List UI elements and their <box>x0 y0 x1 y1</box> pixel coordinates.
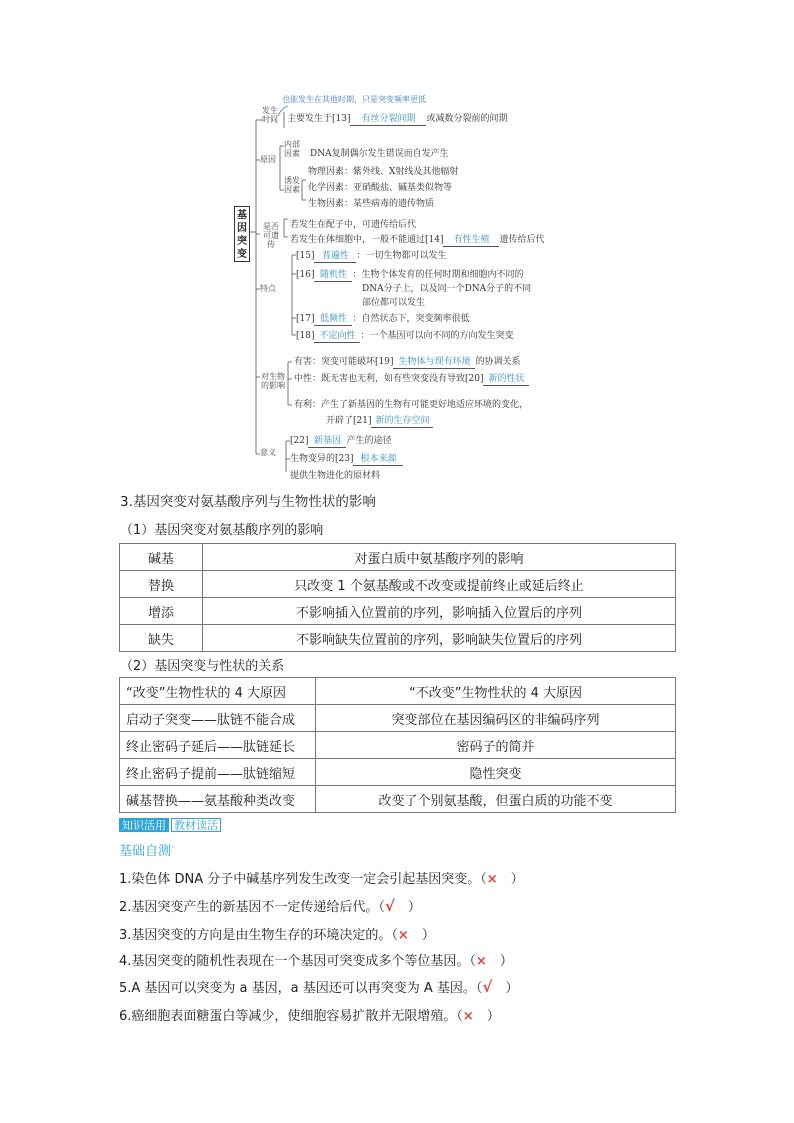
physical-factor: 物理因素：紫外线、X射线及其他辐射 <box>308 167 459 177</box>
table-cell: 缺失 <box>120 625 203 652</box>
heritable-line1: 若发生在配子中，可遗传给后代 <box>290 220 417 230</box>
blank-20: 新的性状 <box>483 373 529 386</box>
effect-neutral: 中性：既无害也无利，如有些突变没有导致[20] 新的性状 <box>294 373 529 386</box>
occur-time-label: 发生时间 <box>262 106 278 124</box>
table-header: “改变”生物性状的 4 大原因 <box>120 678 316 705</box>
significance-3: 提供生物进化的原材料 <box>290 471 381 481</box>
blank-15: 普遍性 <box>314 250 356 263</box>
table-cell: 启动子突变——肽链不能合成 <box>120 705 316 732</box>
question-item: 1.染色体 DNA 分子中碱基序列发生改变一定会引起基因突变。（× ） <box>119 872 524 887</box>
chemical-factor: 化学因素：亚硝酸盐、碱基类似物等 <box>308 183 453 193</box>
table-cell: 突变部位在基因编码区的非编码序列 <box>316 705 676 732</box>
effect-beneficial-line2: 开辟了[21] 新的生存空间 <box>326 415 433 428</box>
effect-harmful: 有害：突变可能破坏[19] 生物体与现有环境 的协调关系 <box>294 357 521 367</box>
biological-factor: 生物因素：某些病毒的遗传物质 <box>308 199 435 209</box>
blank-13: 有丝分裂间期 <box>350 113 426 126</box>
table-row <box>120 759 676 786</box>
table-cell: 碱基替换——氨基酸种类改变 <box>120 786 316 813</box>
answer-mark: × <box>462 1009 474 1024</box>
cause-label: 原因 <box>260 155 276 164</box>
selftest-title: 基础自测◦ <box>119 843 176 859</box>
feature-16: [16] 随机性 ：生物个体发育的任何时期和细胞内不同的 <box>296 270 524 280</box>
feature-15: [15] 普遍性 ：一切生物都可以发生 <box>296 251 447 261</box>
table-row <box>120 732 676 759</box>
amino-acid-effect-table <box>119 543 676 652</box>
table-cell: 终止密码子延后——肽链延长 <box>120 732 316 759</box>
answer-mark: × <box>397 928 409 943</box>
question-item: 6.癌细胞表面糖蛋白等减少，使细胞容易扩散并无限增殖。（× ） <box>119 1009 500 1024</box>
blank-19: 生物体与现有环境 <box>393 356 475 369</box>
section-tags <box>119 818 221 832</box>
tag-textbook-reading: 教材读活 <box>171 818 221 832</box>
table-cell: 密码子的简并 <box>316 732 676 759</box>
table-row <box>120 705 676 732</box>
table-cell: 替换 <box>120 571 203 598</box>
gene-mutation-mindmap <box>228 92 568 472</box>
table-cell: 改变了个别氨基酸，但蛋白质的功能不变 <box>316 786 676 813</box>
heritable-line2: 若发生在体细胞中，一般不能通过[14] 有性生殖 遗传给后代 <box>290 235 545 245</box>
question-item: 3.基因突变的方向是由生物生存的环境决定的。（× ） <box>119 928 435 943</box>
subsection-1-title: （1）基因突变对氨基酸序列的影响 <box>120 523 324 538</box>
blank-22: 新基因 <box>308 435 346 448</box>
feature-17: [17] 低频性 ：自然状态下，突变频率很低 <box>296 314 470 324</box>
table-cell: 只改变 1 个氨基酸或不改变或提前终止或延后终止 <box>203 571 676 598</box>
table-header: 碱基 <box>120 544 203 571</box>
significance-23: 生物变异的[23] 根本来源 <box>290 453 403 466</box>
question-item: 4.基因突变的随机性表现在一个基因可突变成多个等位基因。（× ） <box>119 954 513 969</box>
trait-relation-table <box>119 677 676 813</box>
mindmap-note: 也能发生在其他时期，只是突变频率更低 <box>282 95 426 104</box>
heritable-label: 是否可遗传 <box>263 222 279 249</box>
table-cell: 终止密码子提前——肽链缩短 <box>120 759 316 786</box>
blank-18: 不定向性 <box>314 330 360 343</box>
table-cell: 增添 <box>120 598 203 625</box>
table-row <box>120 786 676 813</box>
blank-16: 随机性 <box>314 269 352 282</box>
features-label: 特点 <box>260 284 276 293</box>
table-row <box>120 571 676 598</box>
blank-17: 低频性 <box>314 313 352 326</box>
table-header: 对蛋白质中氨基酸序列的影响 <box>203 544 676 571</box>
feature-16-line2: DNA分子上，以及同一个DNA分子的不同 <box>362 284 532 294</box>
table-row <box>120 598 676 625</box>
answer-mark: √ <box>482 978 493 996</box>
section-title: 3.基因突变对氨基酸序列与生物性状的影响 <box>120 494 376 510</box>
table-cell: 不影响缺失位置前的序列，影响缺失位置后的序列 <box>203 625 676 652</box>
answer-mark: × <box>475 954 487 969</box>
internal-factor-text: DNA复制偶尔发生错误而自发产生 <box>310 149 449 159</box>
induced-factor-label: 诱发因素 <box>284 176 300 194</box>
answer-mark: √ <box>384 897 395 915</box>
significance-22: [22] 新基因 产生的途径 <box>290 436 392 446</box>
tag-knowledge-use: 知识活用 <box>119 818 169 832</box>
table-cell: 隐性突变 <box>316 759 676 786</box>
feature-16-line3: 部位都可以发生 <box>362 298 426 308</box>
question-item: 2.基因突变产生的新基因不一定传递给后代。（√ ） <box>119 897 421 915</box>
significance-label: 意义 <box>260 448 276 457</box>
internal-factor-label: 内部因素 <box>284 140 300 158</box>
blank-14: 有性生殖 <box>443 234 499 247</box>
table-header-row <box>120 678 676 705</box>
effect-beneficial-line1: 有利：产生了新基因的生物有可能更好地适应环境的变化， <box>294 400 529 410</box>
occur-time-line: 主要发生于[13] 有丝分裂间期 或减数分裂前的间期 <box>287 114 508 124</box>
blank-21: 新的生存空间 <box>371 415 433 428</box>
table-header: “不改变”生物性状的 4 大原因 <box>316 678 676 705</box>
table-header-row <box>120 544 676 571</box>
question-item: 5.A 基因可以突变为 a 基因，a 基因还可以再突变为 A 基因。（√ ） <box>119 978 519 996</box>
answer-mark: × <box>486 872 498 887</box>
feature-18: [18] 不定向性 ：一个基因可以向不同的方向发生突变 <box>296 331 514 341</box>
subsection-2-title: （2）基因突变与性状的关系 <box>120 659 285 674</box>
effects-label: 对生物的影响 <box>261 372 285 390</box>
mindmap-root: 基因突变 <box>234 206 250 262</box>
table-cell: 不影响插入位置前的序列，影响插入位置后的序列 <box>203 598 676 625</box>
table-row <box>120 625 676 652</box>
blank-23: 根本来源 <box>353 453 403 466</box>
